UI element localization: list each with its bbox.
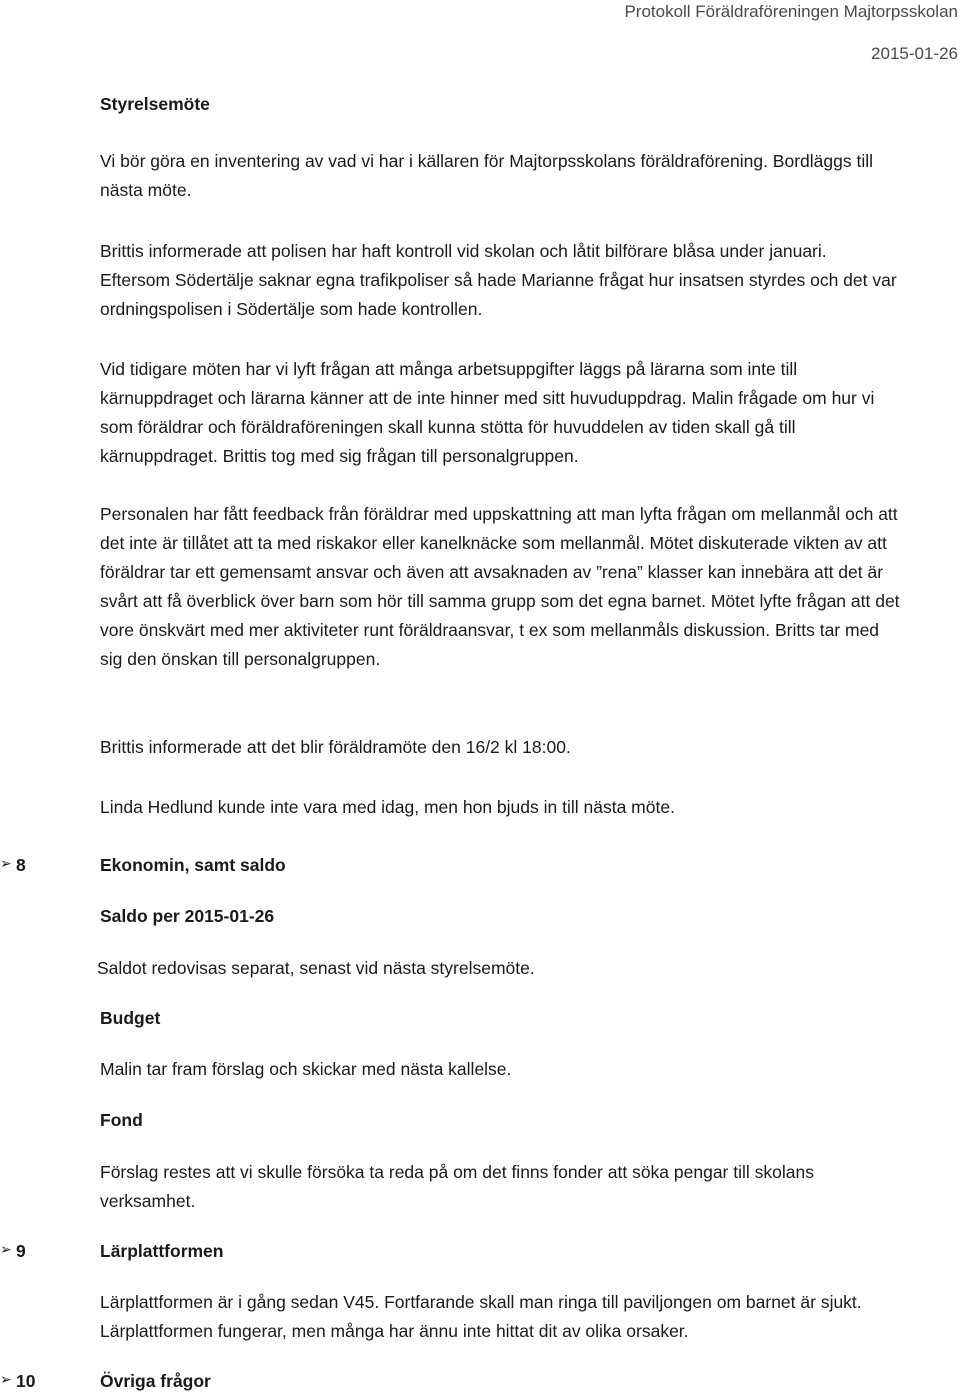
paragraph-snacks: Personalen har fått feedback från föräldrar med uppskattning att man lyfta frågan om mellanmål och att det inte är tillåtet att ta med riskakor eller kanelknäcke som mellanmål. Mötet diskuterade vikten av att föräldrar tar ett gemensamt ansvar och även att avsaknaden av ”rena” klasser kan innebära att det är svårt att få överblick över barn som hör till samma grupp som det egna barnet. Mötet lyfte frågan att det vore önskvärt med mer aktiviteter runt föräldraansvar, t ex som mellanmåls diskussion. Britts tar med sig den önskan till personalgruppen. <box>100 504 900 669</box>
platform-text: Lärplattformen är i gång sedan V45. Fortfarande skall man ringa till paviljongen om barnet är sjukt. Lärplattformen fungerar, men många har ännu inte hittat dit av olika orsaker. <box>100 1292 862 1341</box>
budget-text: Malin tar fram förslag och skickar med nästa kallelse. <box>100 1059 512 1079</box>
budget-heading: Budget <box>100 1008 161 1028</box>
header-date: 2015-01-26 <box>871 44 958 63</box>
section-number: 10 <box>16 1371 36 1391</box>
saldo-text: Saldot redovisas separat, senast vid nästa styrelsemöte. <box>97 958 535 978</box>
arrow-bullet-icon: ➢ <box>0 855 12 871</box>
paragraph-teachers: Vid tidigare möten har vi lyft frågan att många arbetsuppgifter läggs på lärarna som inte till kärnuppdraget och lärarna känner att de inte hinner med sitt huvuduppdrag. Malin frågade om hur vi som föräldrar och föräldraföreningen skall kunna stötta för huvuddelen av tiden skall gå till kärnuppdraget. Brittis tog med sig frågan till personalgruppen. <box>100 359 875 466</box>
header-title: Protokoll Föräldraföreningen Majtorpsskolan <box>624 2 958 21</box>
section-title: Övriga frågor <box>100 1371 211 1391</box>
paragraph-linda: Linda Hedlund kunde inte vara med idag, men hon bjuds in till nästa möte. <box>100 797 675 817</box>
arrow-bullet-icon: ➢ <box>0 1241 12 1257</box>
section-number: 8 <box>16 855 26 875</box>
fond-heading: Fond <box>100 1110 143 1130</box>
fond-text: Förslag restes att vi skulle försöka ta reda på om det finns fonder att söka pengar till skolans verksamhet. <box>100 1162 814 1211</box>
paragraph-parent-meeting: Brittis informerade att det blir föräldramöte den 16/2 kl 18:00. <box>100 737 571 757</box>
section-number: 9 <box>16 1241 26 1261</box>
section-title: Ekonomin, samt saldo <box>100 855 286 875</box>
section-title: Lärplattformen <box>100 1241 224 1261</box>
saldo-heading: Saldo per 2015-01-26 <box>100 906 275 926</box>
paragraph-police: Brittis informerade att polisen har haft kontroll vid skolan och låtit bilförare blåsa under januari. Eftersom Södertälje saknar egna trafikpoliser så hade Marianne frågat hur insatsen styrdes och det var ordningspolisen i Södertälje som hade kontrollen. <box>100 241 897 319</box>
paragraph-inventory: Vi bör göra en inventering av vad vi har i källaren för Majtorpsskolans föräldraförening. Bordläggs till nästa möte. <box>100 151 873 200</box>
arrow-bullet-icon: ➢ <box>0 1371 12 1387</box>
intro-heading: Styrelsemöte <box>100 94 210 114</box>
